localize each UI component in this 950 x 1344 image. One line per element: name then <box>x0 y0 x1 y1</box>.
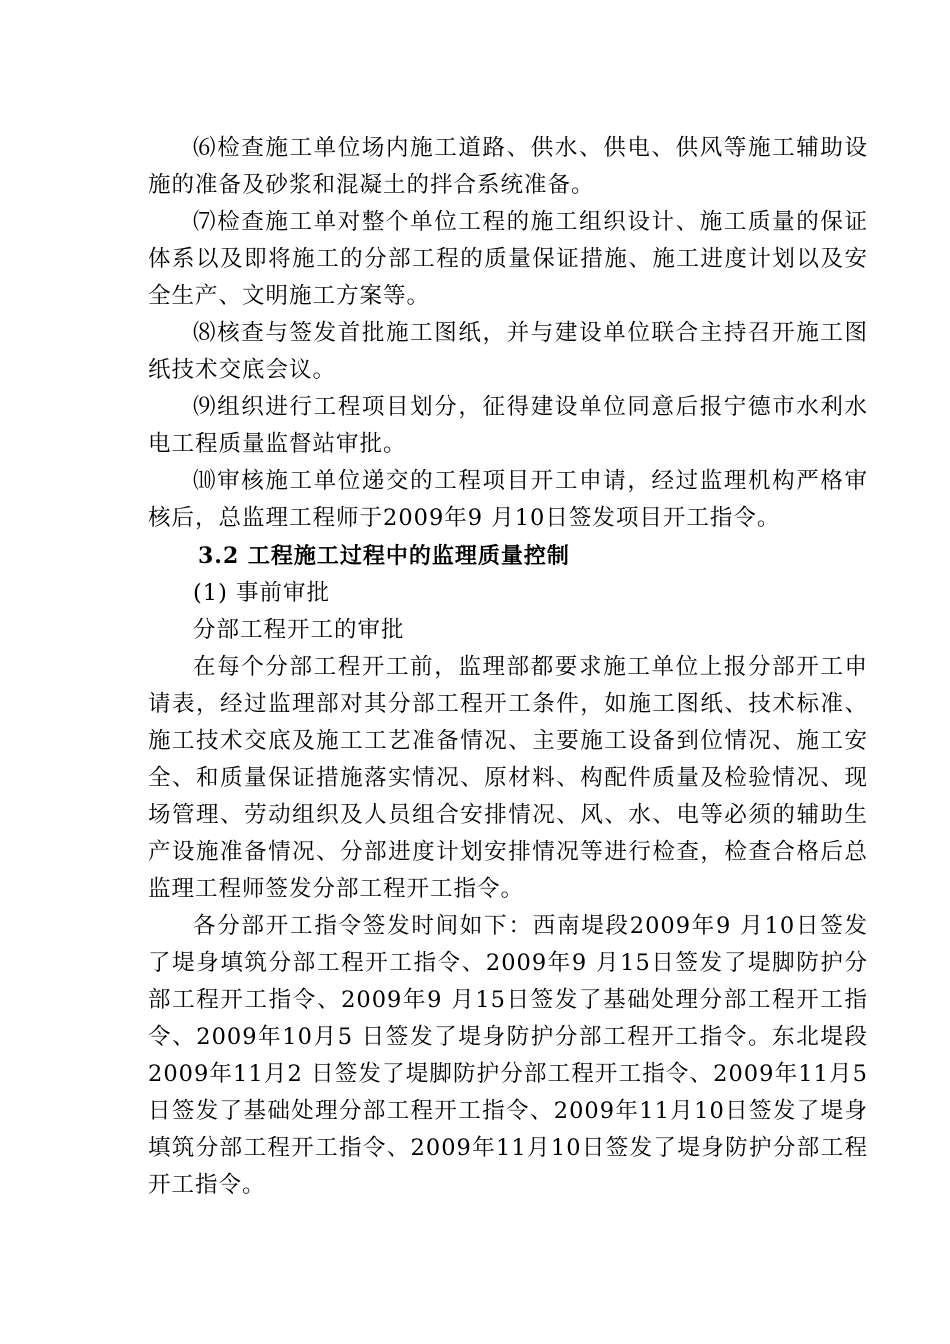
section-heading: 3.2 工程施工过程中的监理质量控制 <box>198 543 570 569</box>
subsection-label: (1) 事前审批 <box>193 580 331 606</box>
subsection-title: 分部工程开工的审批 <box>193 617 405 643</box>
paragraph-item-7: ⑺检查施工单对整个单位工程的施工组织设计、施工质量的保证体系以及即将施工的分部工程的质量保证措施、施工进度计划以及安全生产、文明施工方案等。 <box>148 209 868 309</box>
document-body <box>148 130 868 1204</box>
paragraph-item-10: ⑽审核施工单位递交的工程项目开工申请，经过监理机构严格审核后，总监理工程师于2009年9 月10日签发项目开工指令。 <box>148 468 868 531</box>
paragraph-item-9: ⑼组织进行工程项目划分，征得建设单位同意后报宁德市水利水电工程质量监督站审批。 <box>148 394 868 457</box>
paragraph-order-dates: 各分部开工指令签发时间如下：西南堤段2009年9 月10日签发了堤身填筑分部工程开工指令、2009年9 月15日签发了堤脚防护分部工程开工指令、2009年9 月15日签发了基础处理分部工程开工指令、2009年10月5 日签发了堤身防护分部工程开工指令。东北堤段2009年11月2 日签发了堤脚防护分部工程开工指令、2009年11月5日签发了基础处理分部工程开工指令、2009年11月10日签发了堤身填筑分部工程开工指令、2009年11月10日签发了堤身防护分部工程开工指令。 <box>148 913 868 1198</box>
paragraph-item-6: ⑹检查施工单位场内施工道路、供水、供电、供风等施工辅助设施的准备及砂浆和混凝土的拌合系统准备。 <box>148 135 868 198</box>
paragraph-approval-process: 在每个分部工程开工前，监理部都要求施工单位上报分部开工申请表，经过监理部对其分部工程开工条件，如施工图纸、技术标准、施工技术交底及施工工艺准备情况、主要施工设备到位情况、施工安全、和质量保证措施落实情况、原材料、构配件质量及检验情况、现场管理、劳动组织及人员组合安排情况、风、水、电等必须的辅助生产设施准备情况、分部进度计划安排情况等进行检查，检查合格后总监理工程师签发分部工程开工指令。 <box>148 654 868 902</box>
paragraph-item-8: ⑻核查与签发首批施工图纸，并与建设单位联合主持召开施工图纸技术交底会议。 <box>148 320 868 383</box>
